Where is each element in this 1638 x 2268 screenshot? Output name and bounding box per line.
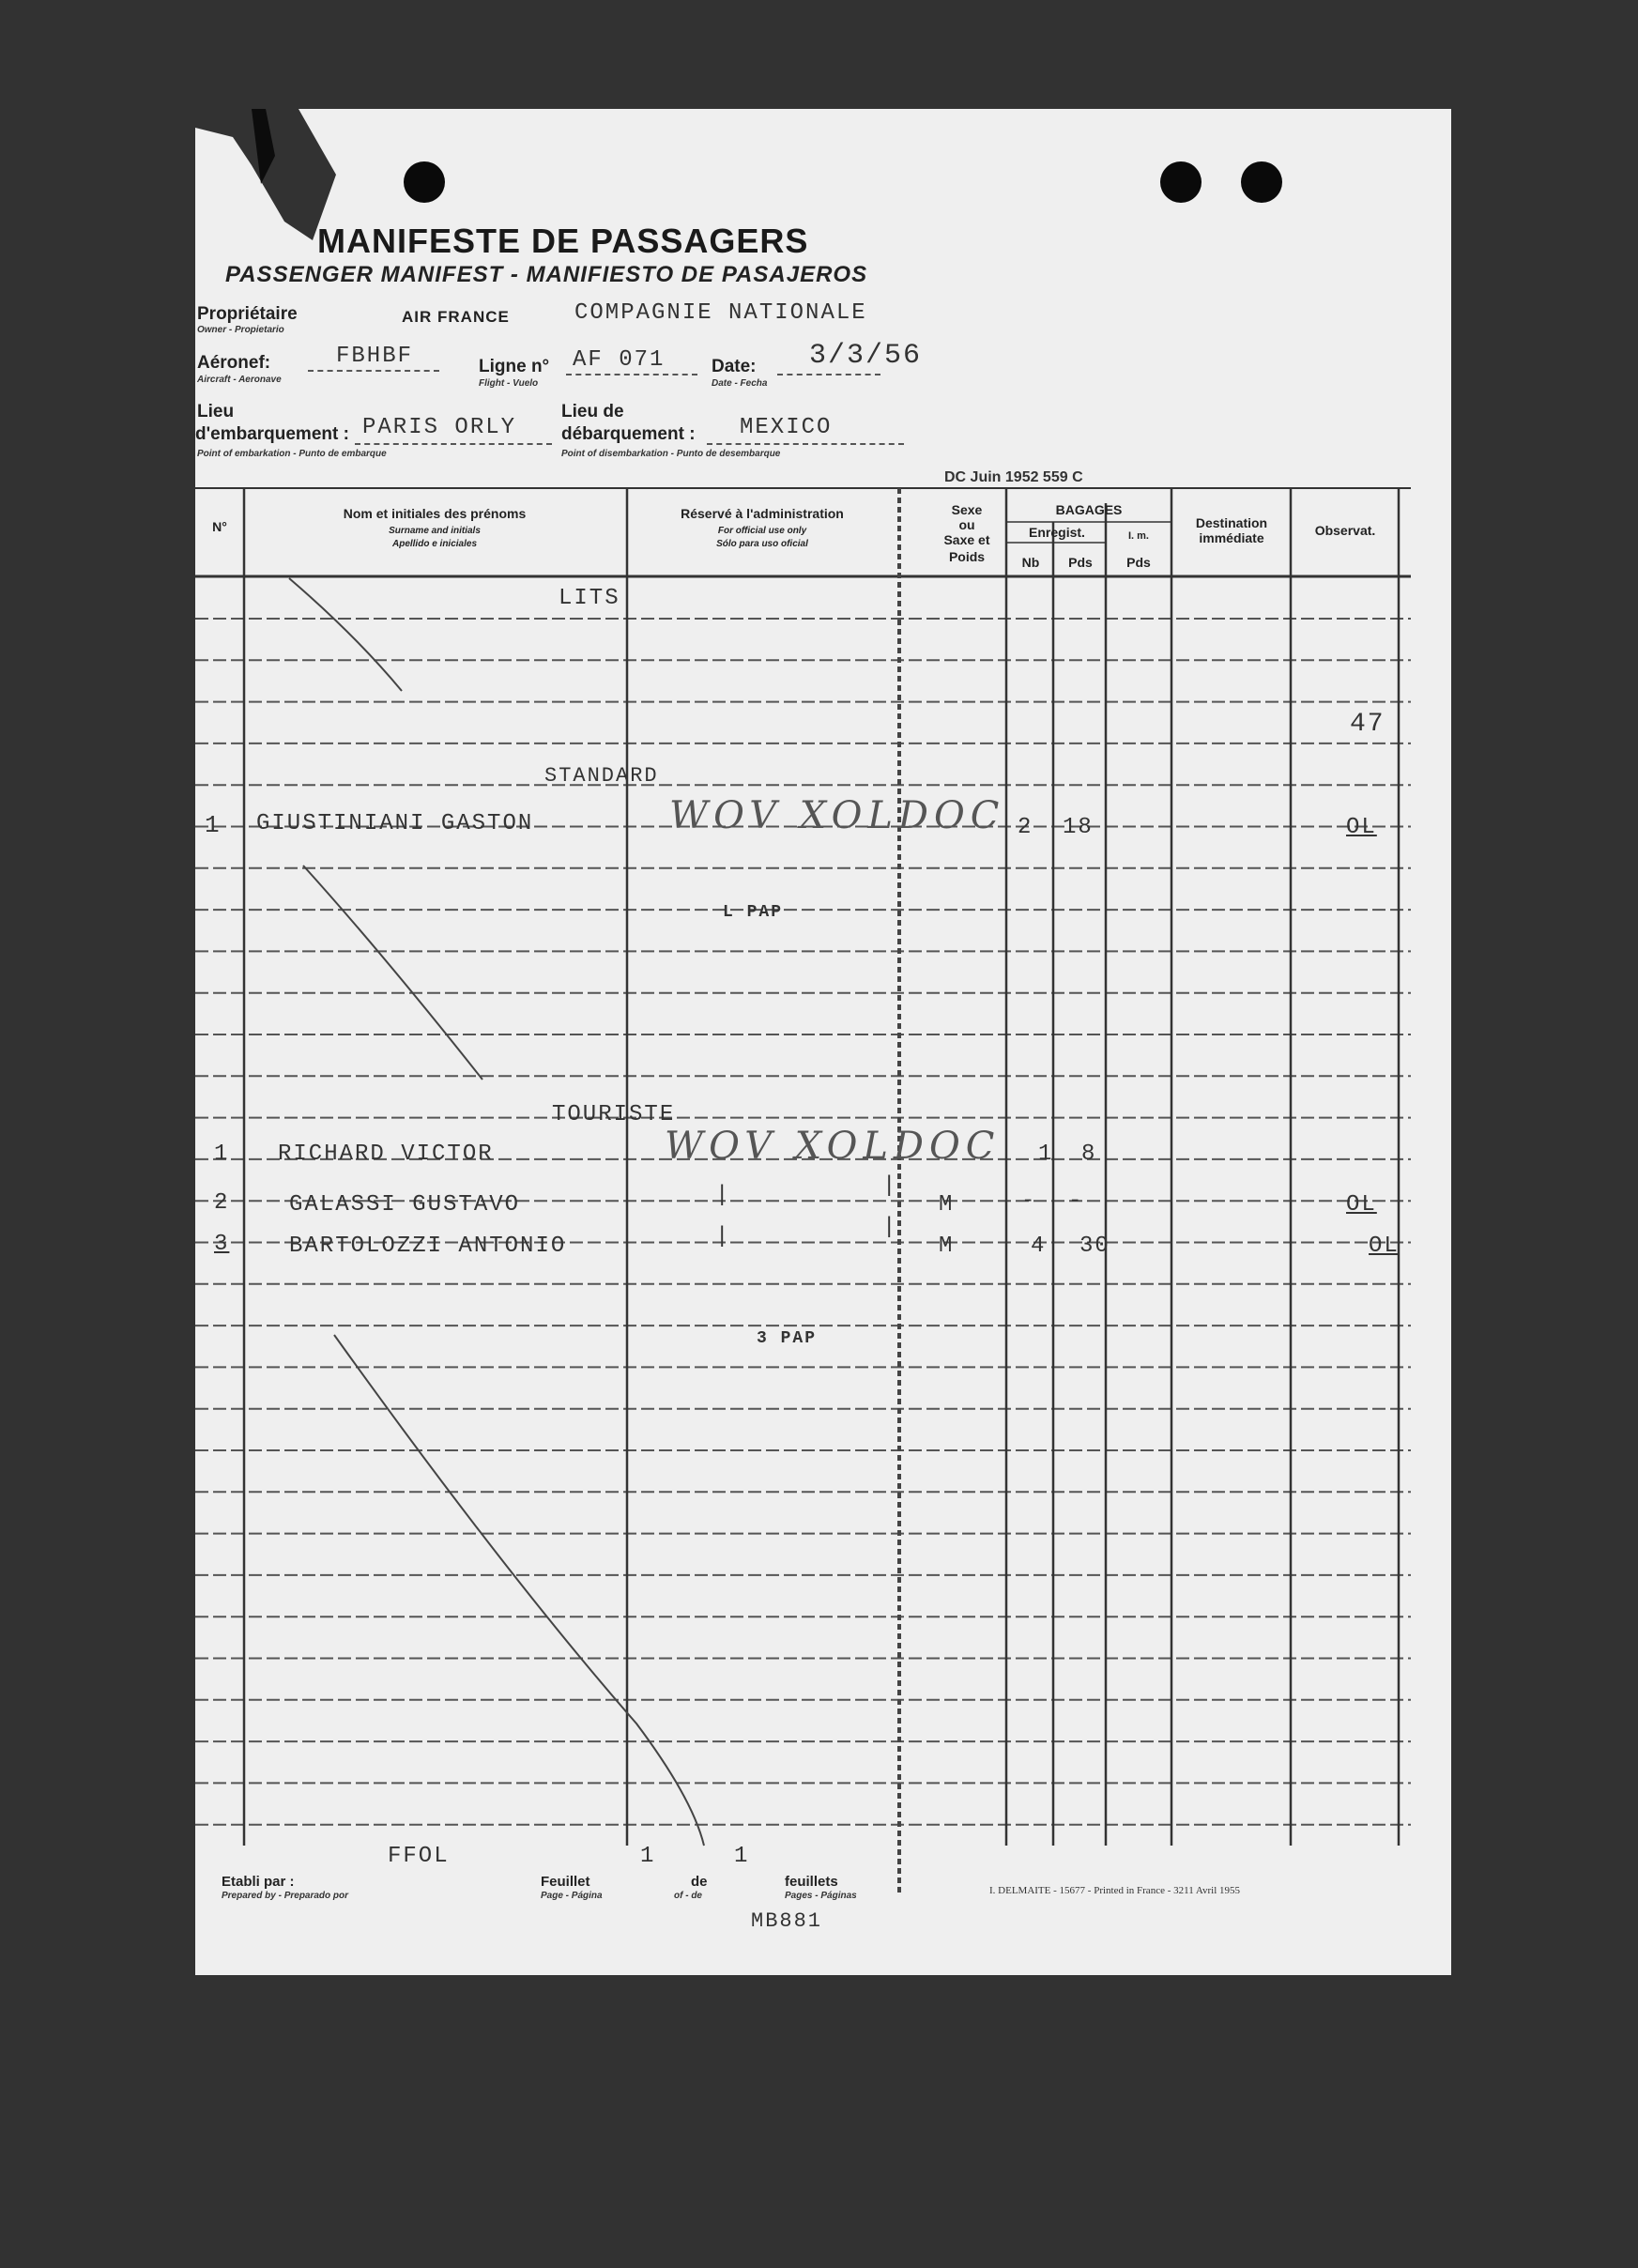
date-sublabel: Date - Fecha <box>712 378 768 389</box>
total-feuillets-value: 1 <box>734 1844 750 1869</box>
col-header-enregist: Enregist. <box>1029 525 1085 540</box>
disembarkation-label-1: Lieu de <box>561 402 624 421</box>
passenger-2-nb: 1 <box>1038 1142 1054 1167</box>
embarkation-sublabel: Point of embarkation - Punto de embarque <box>197 449 387 459</box>
form-subtitle: PASSENGER MANIFEST - MANIFIESTO DE PASAJEROS <box>225 262 868 287</box>
passenger-4-sexe: M <box>939 1234 955 1259</box>
printer-line: I. DELMAITE - 15677 - Printed in France - 3211 Avril 1955 <box>989 1885 1241 1896</box>
de-sublabel: of - de <box>674 1891 702 1901</box>
passenger-3-nb: - <box>1021 1188 1037 1214</box>
feuillet-label: Feuillet <box>541 1874 590 1890</box>
passenger-3-pds: - <box>1068 1188 1084 1214</box>
passenger-1-admin: WOV XOLDOC <box>669 794 1005 837</box>
section-touriste: TOURISTE <box>552 1102 676 1127</box>
passenger-2-admin: WOV XOLDOC <box>665 1125 1001 1168</box>
feuillet-sublabel: Page - Página <box>541 1891 603 1901</box>
prepared-by-label: Etabli par : <box>222 1874 295 1890</box>
col-header-nb: Nb <box>1021 555 1040 570</box>
passenger-4-observ: OL <box>1369 1234 1400 1259</box>
passenger-4-nb: 4 <box>1031 1234 1047 1259</box>
prepared-by-value: FFOL <box>388 1844 450 1869</box>
passenger-1-nb: 2 <box>1018 815 1033 840</box>
passenger-1-pds: 18 <box>1063 815 1094 840</box>
owner-value: COMPAGNIE NATIONALE <box>574 300 867 326</box>
disembarkation-sublabel: Point of disembarkation - Punto de desembarque <box>561 449 781 459</box>
form-title: MANIFESTE DE PASSAGERS <box>317 222 809 260</box>
aircraft-value: FBHBF <box>336 344 414 369</box>
embarkation-label-2: d'embarquement : <box>195 424 349 444</box>
line-label: Ligne n° <box>479 357 550 376</box>
section-standard: STANDARD <box>544 764 659 788</box>
col-header-im: I. m. <box>1127 530 1149 542</box>
passenger-3-observ: OL <box>1346 1192 1377 1218</box>
table-grid <box>195 109 1451 1975</box>
col-header-pds: Pds <box>1068 555 1093 570</box>
passenger-3-name: GALASSI GUSTAVO <box>289 1192 521 1218</box>
form-code: DC Juin 1952 559 C <box>944 469 1083 485</box>
section-pap-3: 3 PAP <box>757 1329 818 1348</box>
passenger-4-name: BARTOLOZZI ANTONIO <box>289 1234 567 1259</box>
passenger-4-admin-2: | <box>882 1215 898 1240</box>
col-header-name-es: Apellido e iniciales <box>391 539 478 549</box>
passenger-2-pds: 8 <box>1081 1142 1097 1167</box>
passenger-2-no: 1 <box>214 1142 230 1167</box>
col-header-destination-2: immédiate <box>1199 530 1264 545</box>
date-value: 3/3/56 <box>809 340 923 372</box>
col-header-name-en: Surname and initials <box>389 526 481 536</box>
disembarkation-label-2: débarquement : <box>561 424 696 444</box>
passenger-4-no: 3 <box>214 1232 230 1257</box>
col-header-name: Nom et initiales des prénoms <box>343 506 527 521</box>
col-header-admin-es: Sólo para uso oficial <box>716 539 808 549</box>
line-value: AF 071 <box>573 347 666 373</box>
aircraft-sublabel: Aircraft - Aeronave <box>197 375 282 385</box>
section-pap-1: L PAP <box>723 903 784 922</box>
passenger-3-admin-2: | <box>882 1173 898 1199</box>
section-count-47: 47 <box>1350 710 1385 739</box>
embarkation-label-1: Lieu <box>197 402 235 421</box>
reference-code: MB881 <box>751 1909 823 1933</box>
passenger-1-observ: OL <box>1346 815 1377 840</box>
passenger-4-pds: 30 <box>1079 1234 1110 1259</box>
feuillet-value: 1 <box>640 1844 656 1869</box>
aircraft-label: Aéronef: <box>197 353 271 373</box>
owner-printed: AIR FRANCE <box>402 308 510 326</box>
passenger-3-admin: | <box>715 1183 731 1208</box>
section-lits: LITS <box>559 586 620 611</box>
col-header-sexe-1: Sexe <box>951 502 983 517</box>
col-header-destination-1: Destination <box>1195 515 1268 530</box>
passenger-4-admin: | <box>715 1224 731 1249</box>
col-header-admin-en: For official use only <box>717 526 807 536</box>
passenger-2-name: RICHARD VICTOR <box>278 1142 494 1167</box>
manifest-sheet <box>195 109 1451 1975</box>
col-header-bagages: BAGAGES <box>1055 502 1123 517</box>
col-header-observ: Observat. <box>1314 523 1376 538</box>
col-header-sexe-2: ou <box>958 517 975 532</box>
de-label: de <box>691 1874 708 1890</box>
passenger-3-sexe: M <box>939 1192 955 1218</box>
embarkation-value: PARIS ORLY <box>362 415 517 440</box>
col-header-im-pds: Pds <box>1126 555 1151 570</box>
feuillets-sublabel: Pages - Páginas <box>785 1891 857 1901</box>
col-header-admin: Réservé à l'administration <box>681 506 844 521</box>
owner-sublabel: Owner - Propietario <box>197 325 284 335</box>
line-sublabel: Flight - Vuelo <box>479 378 539 389</box>
owner-label: Propriétaire <box>197 304 298 324</box>
feuillets-label: feuillets <box>785 1874 838 1890</box>
passenger-1-no: 1 <box>205 811 222 839</box>
col-header-sexe-4: Poids <box>948 549 986 564</box>
disembarkation-value: MEXICO <box>740 415 833 440</box>
date-label: Date: <box>712 357 757 376</box>
prepared-by-sublabel: Prepared by - Preparado por <box>222 1891 349 1901</box>
passenger-1-name: GIUSTINIANI GASTON <box>256 811 534 836</box>
passenger-3-no: 2 <box>214 1190 230 1216</box>
col-header-no: N° <box>212 519 227 534</box>
col-header-sexe-3: Saxe et <box>943 532 990 547</box>
